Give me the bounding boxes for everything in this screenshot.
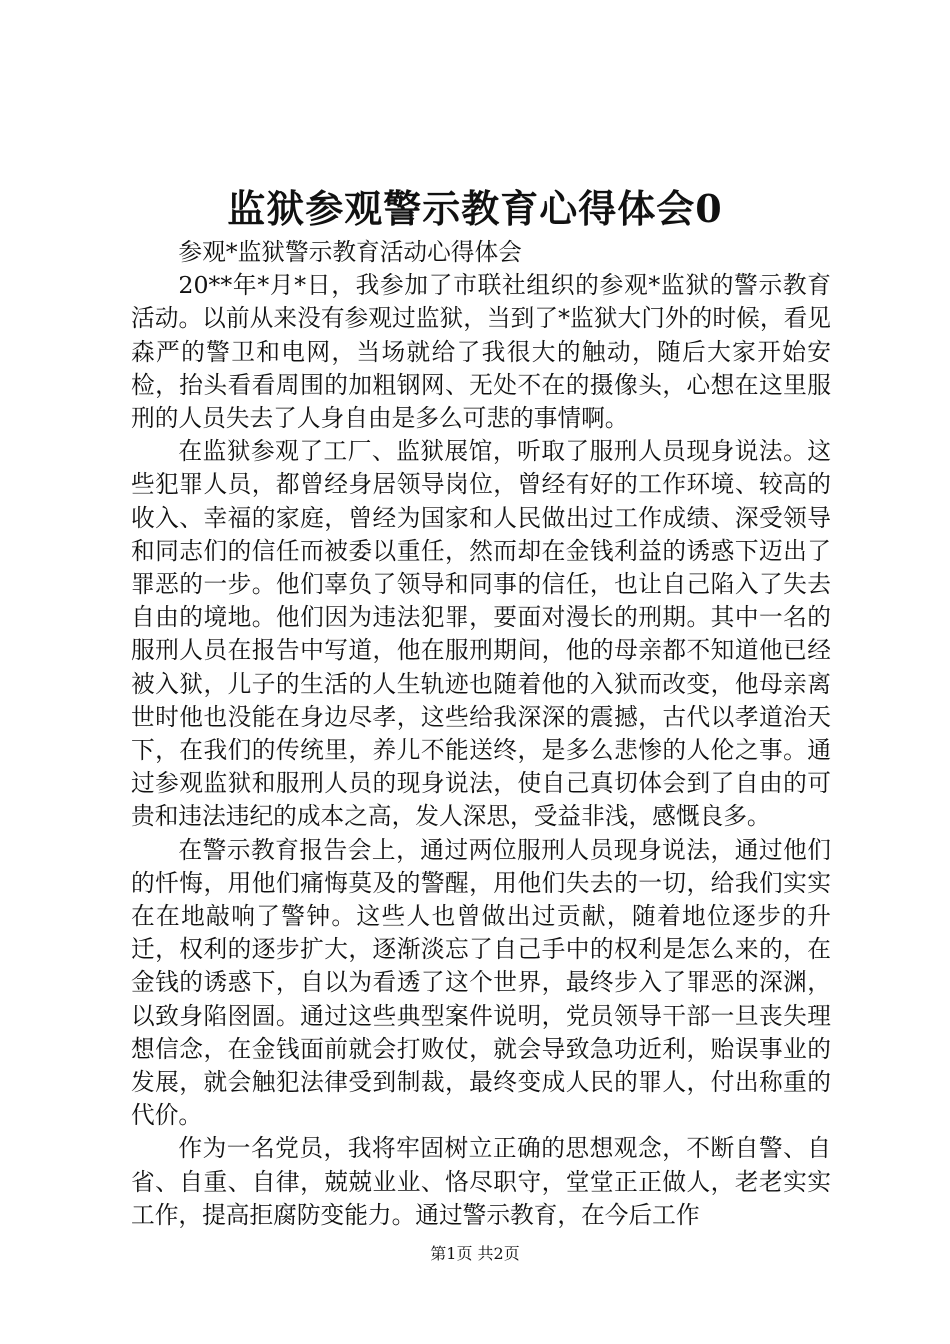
- body-paragraph-2: 在监狱参观了工厂、监狱展馆，听取了服刑人员现身说法。这些犯罪人员，都曾经身居领导岗位，曾经有好的工作环境、较高的收入、幸福的家庭，曾经为国家和人民做出过工作成绩、深受领导和同志们的信任而被委以重任，然而却在金钱利益的诱惑下迈出了罪恶的一步。他们辜负了领导和同事的信任，也让自己陷入了失去自由的境地。他们因为违法犯罪，要面对漫长的刑期。其中一名的服刑人员在报告中写道，他在服刑期间，他的母亲都不知道他已经被入狱，儿子的生活的人生轨迹也随着他的入狱而改变，他母亲离世时他也没能在身边尽孝，这些给我深深的震撼，古代以孝道治天下，在我们的传统里，养儿不能送终，是多么悲惨的人伦之事。通过参观监狱和服刑人员的现身说法，使自己真切体会到了自由的可贵和违法违纪的成本之高，发人深思，受益非浅，感慨良多。: [131, 437, 831, 831]
- body-paragraph-3: 在警示教育报告会上，通过两位服刑人员现身说法，通过他们的忏悔，用他们痛悔莫及的警醒，用他们失去的一切，给我们实实在在地敲响了警钟。这些人也曾做出过贡献，随着地位逐步的升迁，权利的逐步扩大，逐渐淡忘了自己手中的权利是怎么来的，在金钱的诱惑下，自以为看透了这个世界，最终步入了罪恶的深渊，以致身陷囹圄。通过这些典型案件说明，党员领导干部一旦丧失理想信念，在金钱面前就会打败仗，就会导致急功近利，贻误事业的发展，就会触犯法律受到制裁，最终变成人民的罪人，付出称重的代价。: [131, 835, 831, 1130]
- document-body: [131, 236, 831, 1232]
- page-number-footer: 第1页 共2页: [430, 1244, 520, 1263]
- document-title: 监狱参观警示教育心得体会0: [227, 186, 723, 231]
- body-paragraph-4: 作为一名党员，我将牢固树立正确的思想观念，不断自警、自省、自重、自律，兢兢业业、恪尽职守，堂堂正正做人，老老实实工作，提高拒腐防变能力。通过警示教育，在今后工作: [131, 1134, 831, 1229]
- body-paragraph-1: 20**年*月*日，我参加了市联社组织的参观*监狱的警示教育活动。以前从来没有参观过监狱，当到了*监狱大门外的时候，看见森严的警卫和电网，当场就给了我很大的触动，随后大家开始安检，抬头看看周围的加粗钢网、无处不在的摄像头，心想在这里服刑的人员失去了人身自由是多么可悲的事情啊。: [131, 271, 831, 433]
- subtitle-paragraph: 参观*监狱警示教育活动心得体会: [178, 238, 522, 266]
